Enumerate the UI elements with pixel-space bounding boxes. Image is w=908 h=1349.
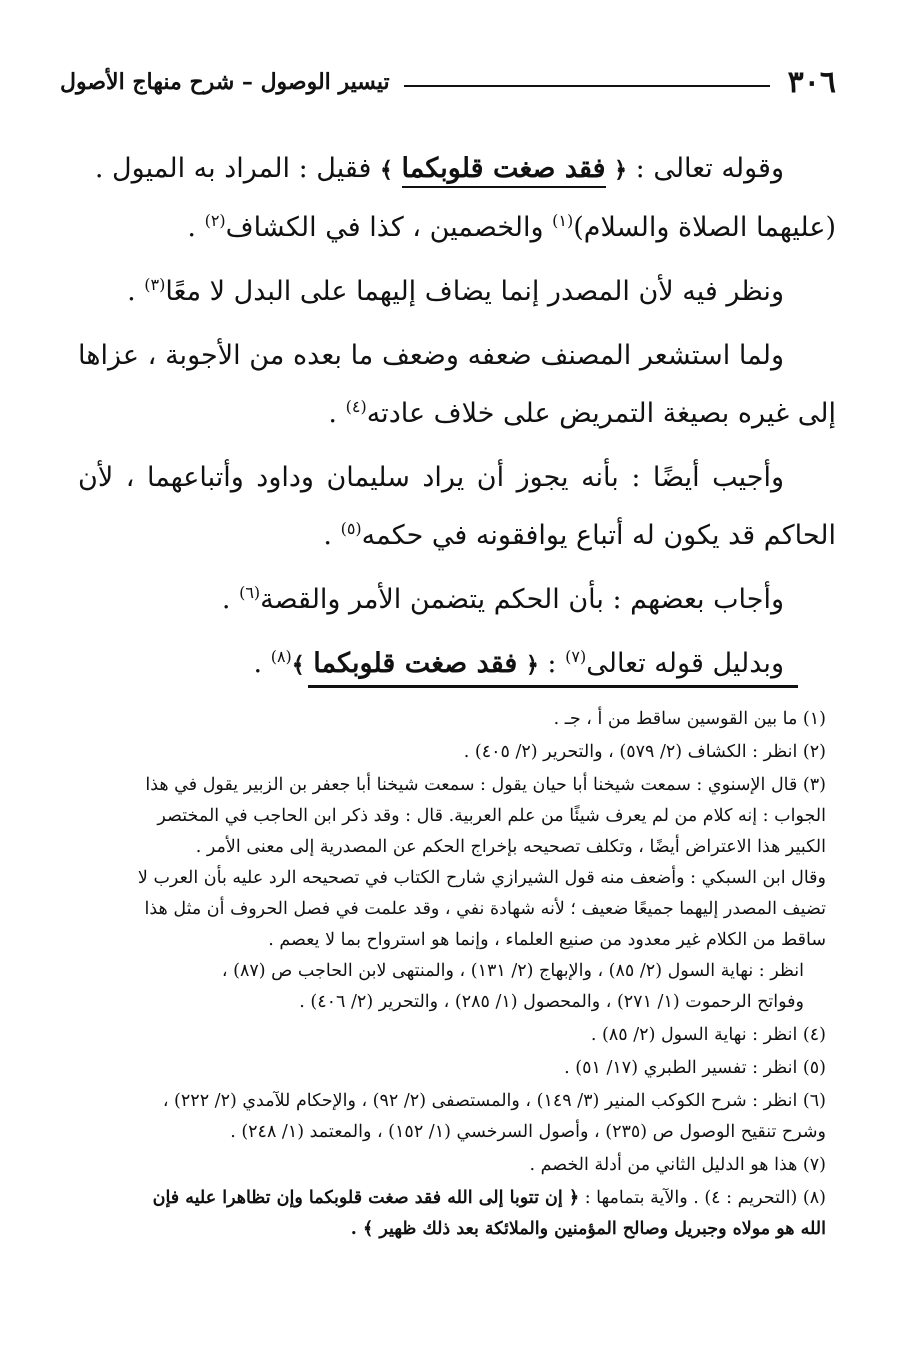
footnote-line: ساقط من الكلام غير معدود من صنيع العلماء ، وإنما هو استرواح بما لا يعصم . [268,930,826,950]
footnote-8 [62,1183,826,1245]
header-rule [404,85,770,87]
text-span: . [253,648,263,679]
footnote-line: الجواب : إنه كلام من لم يعرف شيئًا من علم العربية. قال : وقد ذكر ابن الحاجب في المختصر [157,806,826,826]
footnote-line: وفواتح الرحموت (١/ ٢٧١) ، والمحصول (١/ ٢٨٥) ، والتحرير (٢/ ٤٠٦) . [299,992,804,1012]
paragraph-3 [78,327,836,443]
footnote-ref-2[interactable]: (٢) [204,211,226,230]
footnote-line: (٢) انظر : الكشاف (٢/ ٥٧٩) ، والتحرير (٢/ ٤٠٥) . [463,742,826,762]
paragraph-4 [78,449,836,565]
quran-verse: فقد صغت قلوبكما [402,153,606,188]
paragraph-5 [78,571,836,629]
footnote-ref-3[interactable]: (٣) [144,275,166,294]
quran-open-bracket: ﴿ [614,157,628,183]
text-span: فقيل : المراد به الميول . [94,153,372,184]
footnote-line: (٦) انظر : شرح الكوكب المنير (٣/ ١٤٩) ، والمستصفى (٢/ ٩٢) ، والإحكام للآمدي (٢/ ٢٢٢) ، [162,1091,826,1111]
footnote-2 [62,737,826,768]
footnote-ref-4[interactable]: (٤) [345,397,367,416]
running-head [60,62,836,102]
footnote-line: انظر : نهاية السول (٢/ ٨٥) ، والإبهاج (٢/ ١٣١) ، والمنتهى لابن الحاجب ص (٨٧) ، [221,961,804,981]
footnote-ref-1[interactable]: (١) [552,211,574,230]
footnote-line: وقال ابن السبكي : وأضعف منه قول الشيرازي شارح الكتاب في تصحيحه الرد عليه بأن العرب لا [137,868,826,888]
footnote-line: (٥) انظر : تفسير الطبري (١٧/ ٥١) . [564,1058,826,1078]
footnote-line: (٣) قال الإسنوي : سمعت شيخنا أبا حيان يقول : سمعت شيخنا أبا جعفر بن الزبير يقول في هذا [145,775,826,795]
footnote-text: (٨) (التحريم : ٤) . والآية بتمامها : [584,1188,826,1208]
page-number: ٣٠٦ [787,64,836,100]
text-span: وأجيب أيضًا : بأنه يجوز أن يراد سليمان وداود وأتباعهما ، لأن الحاكم قد يكون له أتباع يوافقونه في حكمه [78,462,836,551]
text-span: . [323,520,332,551]
footnote-line [62,1183,826,1214]
footnote-ref-6[interactable]: (٦) [239,583,261,602]
quran-verse: فقد صغت قلوبكما [313,648,518,679]
paragraph-2 [78,263,836,321]
footnote-6 [62,1086,826,1148]
footnote-5 [62,1053,826,1084]
quran-verse: ﴿ إن تتوبا إلى الله فقد صغت قلوبكما وإن تظاهرا عليه فإن [152,1188,580,1208]
text-span: وأجاب بعضهم : بأن الحكم يتضمن الأمر والقصة [260,584,784,615]
quran-close-bracket: ﴾ [291,652,305,678]
text-span: والخصمين ، كذا في الكشاف [225,212,544,243]
footnote-ref-7[interactable]: (٧) [565,647,587,666]
book-title: تيسير الوصول – شرح منهاج الأصول [60,69,390,95]
paragraph-1 [78,140,836,257]
footnote-line: (٤) انظر : نهاية السول (٢/ ٨٥) . [590,1025,826,1045]
quran-verse: الله هو مولاه وجبريل وصالح المؤمنين والملائكة بعد ذلك ظهير ﴾ . [350,1219,826,1239]
footnote-line: وشرح تنقيح الوصول ص (٢٣٥) ، وأصول السرخسي (١/ ١٥٢) ، والمعتمد (١/ ٢٤٨) . [230,1122,826,1142]
quran-close-bracket: ﴾ [380,157,393,183]
main-text [78,140,836,700]
footnote-1 [62,704,826,735]
text-span: . [187,212,196,243]
text-span: (عليهما الصلاة والسلام) [573,212,836,243]
text-span: . [221,584,231,615]
text-span: وقوله تعالى : [635,153,784,184]
text-span: ونظر فيه لأن المصدر إنما يضاف إليهما على البدل لا معًا [165,276,784,307]
footnote-7 [62,1150,826,1181]
footnote-line: (١) ما بين القوسين ساقط من أ ، جـ . [553,709,826,729]
footnote-line: الكبير هذا الاعتراض أيضًا ، وتكلف تصحيحه بإخراج الحكم عن المصدرية إلى معنى الأمر . [195,837,826,857]
text-span: ولما استشعر المصنف ضعفه وضعف ما بعده من الأجوبة ، عزاها إلى غيره بصيغة التمريض على خلاف عادته [78,340,836,429]
footnote-separator [308,685,798,688]
text-span: . [127,276,136,307]
text-span: : [547,648,557,679]
text-span: وبدليل قوله تعالى [586,648,784,679]
footnote-line: تضيف المصدر إليهما جميعًا ضعيف ؛ لأنه شهادة نفي ، وقد علمت في فصل الحروف أن مثل هذا [144,899,826,919]
footnote-ref-5[interactable]: (٥) [340,519,362,538]
footnote-4 [62,1020,826,1051]
text-span: . [328,398,338,429]
footnote-line: (٧) هذا هو الدليل الثاني من أدلة الخصم . [529,1155,826,1175]
quran-open-bracket: ﴿ [525,652,539,678]
footnote-3 [62,770,826,1018]
footnotes [62,704,826,1247]
footnote-ref-8[interactable]: (٨) [270,647,292,666]
